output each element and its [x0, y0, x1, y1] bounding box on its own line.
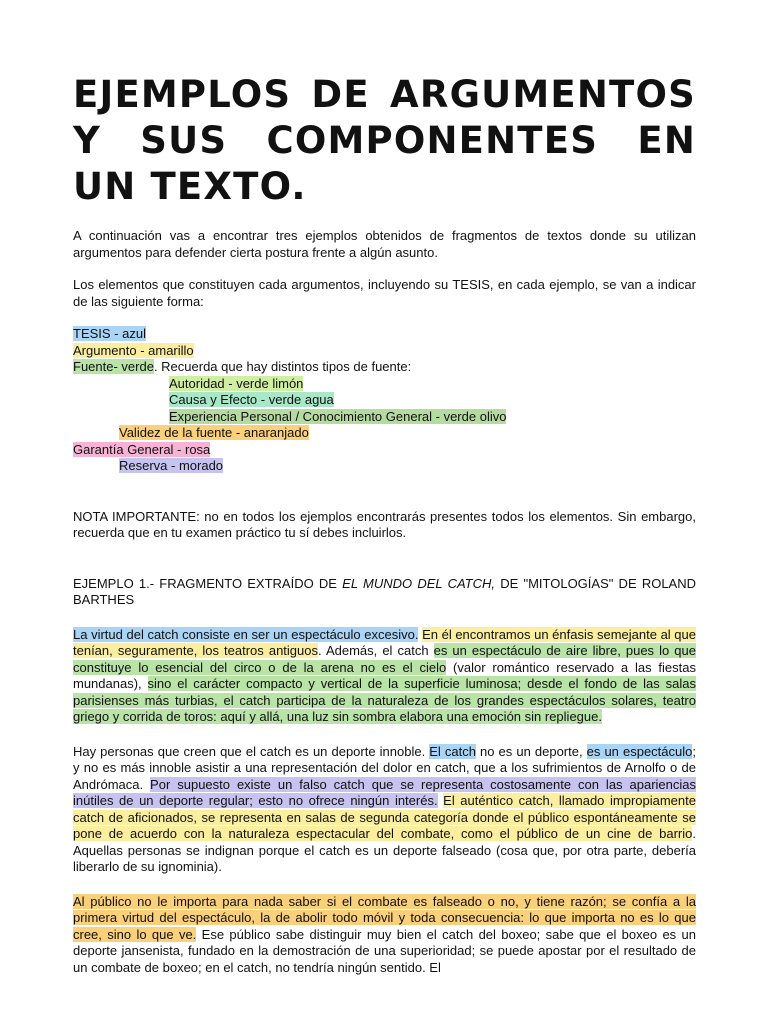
fuente-highlight: sino el carácter compacto y vertical de la superficie luminosa; desde el fondo de las salas parisienses más turbias, el catch participa de la naturaleza de los grandes espectáculos solares, teatro griego y corrida de toros: aquí y allá, una luz sin sombra elabora una emoción sin repliegue. [73, 676, 696, 724]
legend-line-reserva [73, 458, 696, 475]
plain-text: no es un deporte, [475, 743, 587, 759]
legend-line-tesis [73, 326, 696, 343]
legend-argumento: Argumento - amarillo [73, 342, 194, 358]
fuente-highlight: es un espectáculo de aire libre, pues lo que constituye lo esencial del circo o de la arena no es el cielo [73, 643, 696, 675]
argumento-highlight: El auténtico catch, llamado impropiamente catch de aficionados, se representa en salas de segunda categoría donde el público espontáneamente se pone de acuerdo con la naturaleza espectacular del combate, como el público de un cine de barrio [73, 793, 696, 841]
legend-line-autoridad [73, 376, 696, 393]
plain-text: (valor romántico reservado a las fiestas mundanas), [73, 659, 696, 691]
legend-garantia: Garantía General - rosa [73, 441, 211, 457]
plain-text: . Aquellas personas se indignan porque el catch es un deporte falseado (cosa que, por otra parte, debería liberarlo de su ignominia). [73, 826, 696, 874]
legend-line-validez [73, 425, 696, 442]
legend-line-causa [73, 392, 696, 409]
legend-line-fuente [73, 359, 696, 376]
plain-text: Hay personas que creen que el catch es un deporte innoble. [73, 743, 430, 759]
example-1-heading [73, 576, 696, 609]
tesis-highlight: es un espectáculo [586, 743, 693, 759]
elements-intro-paragraph: Los elementos que constituyen cada argumentos, incluyendo su TESIS, en cada ejemplo, se van a indicar de las siguiente forma: [73, 277, 696, 309]
legend-fuente-note: . Recuerda que hay distintos tipos de fuente: [153, 359, 412, 374]
legend-validez: Validez de la fuente - anaranjado [119, 425, 309, 440]
legend-autoridad: Autoridad - verde limón [169, 375, 304, 391]
example-1-source-title: EL MUNDO DEL CATCH, [342, 575, 496, 591]
example-1-paragraph-1 [73, 627, 696, 726]
legend-tesis: TESIS - azul [73, 326, 146, 341]
example-1-heading-post: DE "MITOLOGÍAS" DE ROLAND BARTHES [73, 575, 696, 607]
page-title: EJEMPLOS DE ARGUMENTOS Y SUS COMPONENTES EN UN TEXTO. [73, 73, 696, 208]
important-note: NOTA IMPORTANTE: no en todos los ejemplos encontrarás presentes todos los elementos. Sin embargo, recuerda que en tu examen práctico tu sí debes incluirlos. [73, 508, 696, 540]
color-legend [73, 326, 696, 475]
legend-line-argumento [73, 343, 696, 360]
legend-reserva: Reserva - morado [119, 458, 224, 473]
legend-causa: Causa y Efecto - verde agua [169, 392, 334, 407]
plain-text: Ese público sabe distinguir muy bien el catch del boxeo; sabe que el boxeo es un deporte jansenista, fundado en la demostración de una superioridad; se puede apostar por el resultado de un combate de boxeo; en el catch, no tendría ningún sentido. El [73, 926, 696, 975]
tesis-highlight: La virtud del catch consiste en ser un espectáculo excesivo. [73, 626, 419, 642]
legend-fuente: Fuente- verde [73, 359, 154, 374]
tesis-highlight: El catch [429, 743, 476, 759]
plain-text: . Además, el catch [318, 643, 434, 658]
argumento-highlight: En él encontramos un énfasis semejante al que tenían, seguramente, los teatros antiguos [73, 626, 696, 658]
reserva-highlight: Por supuesto existe un falso catch que se representa costosamente con las apariencias inútiles de un deporte regular; esto no ofrece ningún interés. [73, 776, 696, 808]
legend-line-experiencia [73, 409, 696, 426]
example-1-heading-pre: EJEMPLO 1.- FRAGMENTO EXTRAÍDO DE [73, 575, 343, 591]
intro-paragraph: A continuación vas a encontrar tres ejemplos obtenidos de fragmentos de textos donde su utilizan argumentos para defender cierta postura frente a algún asunto. [73, 228, 696, 260]
legend-line-garantia [73, 442, 696, 459]
example-1-paragraph-2 [73, 744, 696, 876]
plain-text: ; y no es más innoble asistir a una representación del dolor en catch, que a los sufrimientos de Arnolfo o de Andrómaca. [73, 743, 696, 792]
example-1-paragraph-3 [73, 894, 696, 977]
legend-experiencia: Experiencia Personal / Conocimiento General - verde olivo [169, 408, 507, 424]
validez-highlight: Al público no le importa para nada saber si el combate es falseado o no, y tiene razón; se confía a la primera virtud del espectáculo, la de abolir todo móvil y toda consecuencia: lo que importa no es lo que cree, sino lo que ve. [73, 893, 696, 942]
